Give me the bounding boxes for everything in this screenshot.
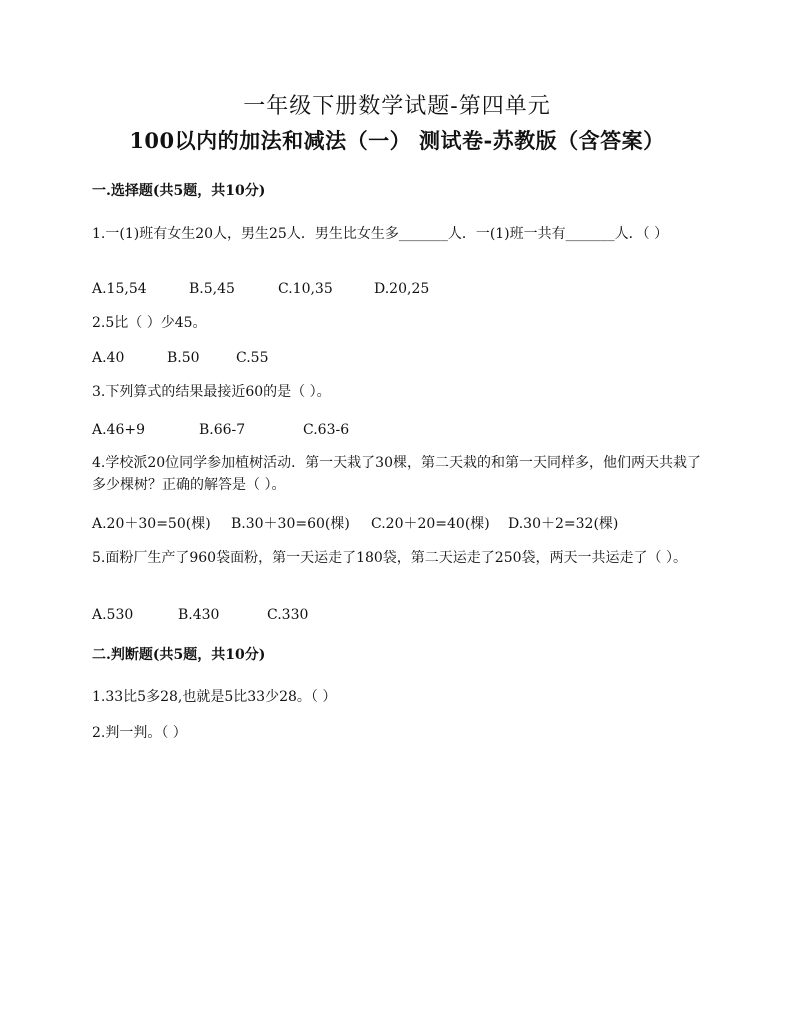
document-title: 一年级下册数学试题-第四单元 <box>243 94 551 119</box>
option-a: A.40 <box>92 350 125 366</box>
option-d: D.20,25 <box>374 281 430 297</box>
option-b: B.430 <box>178 607 220 623</box>
option-c: C.330 <box>267 607 309 623</box>
option-a: A.15,54 <box>92 281 147 297</box>
option-c: C.55 <box>236 350 269 366</box>
option-a: A.530 <box>92 607 134 623</box>
question-4: 4.学校派20位同学参加植树活动．第一天栽了30棵，第二天栽的和第一天同样多，他们两天共栽了多少棵树？正确的解答是（ ）。 <box>92 455 701 493</box>
question-5: 5.面粉厂生产了960袋面粉，第一天运走了180袋，第二天运走了250袋，两天一共运走了（ ）。 <box>92 550 687 566</box>
option-a: A.46+9 <box>92 422 146 438</box>
option-a: A.20＋30=50(棵) <box>92 516 211 532</box>
question-3: 3.下列算式的结果最接近60的是（ ）。 <box>92 384 331 400</box>
option-c: C.10,35 <box>278 281 333 297</box>
judgment-question-2: 2.判一判。（ ） <box>92 725 187 741</box>
option-b: B.50 <box>167 350 200 366</box>
section-heading-choice: 一.选择题(共5题，共10分) <box>92 183 266 199</box>
question-1: 1.一(1)班有女生20人，男生25人．男生比女生多_______人．一(1)班一共有_______人．（ ） <box>92 226 669 242</box>
option-b: B.30＋30=60(棵) <box>231 516 350 532</box>
document-subtitle: 100以内的加法和减法（一） 测试卷-苏教版（含答案） <box>129 128 665 153</box>
question-2: 2.5比（ ）少45。 <box>92 315 207 331</box>
option-d: D.30＋2=32(棵) <box>508 516 619 532</box>
judgment-question-1: 1.33比5多28,也就是5比33少28。（ ） <box>92 689 337 705</box>
option-c: C.63-6 <box>303 422 350 438</box>
option-c: C.20＋20=40(棵) <box>371 516 490 532</box>
option-b: B.66-7 <box>199 422 246 438</box>
section-heading-judgment: 二.判断题(共5题，共10分) <box>92 647 266 663</box>
option-b: B.5,45 <box>189 281 235 297</box>
